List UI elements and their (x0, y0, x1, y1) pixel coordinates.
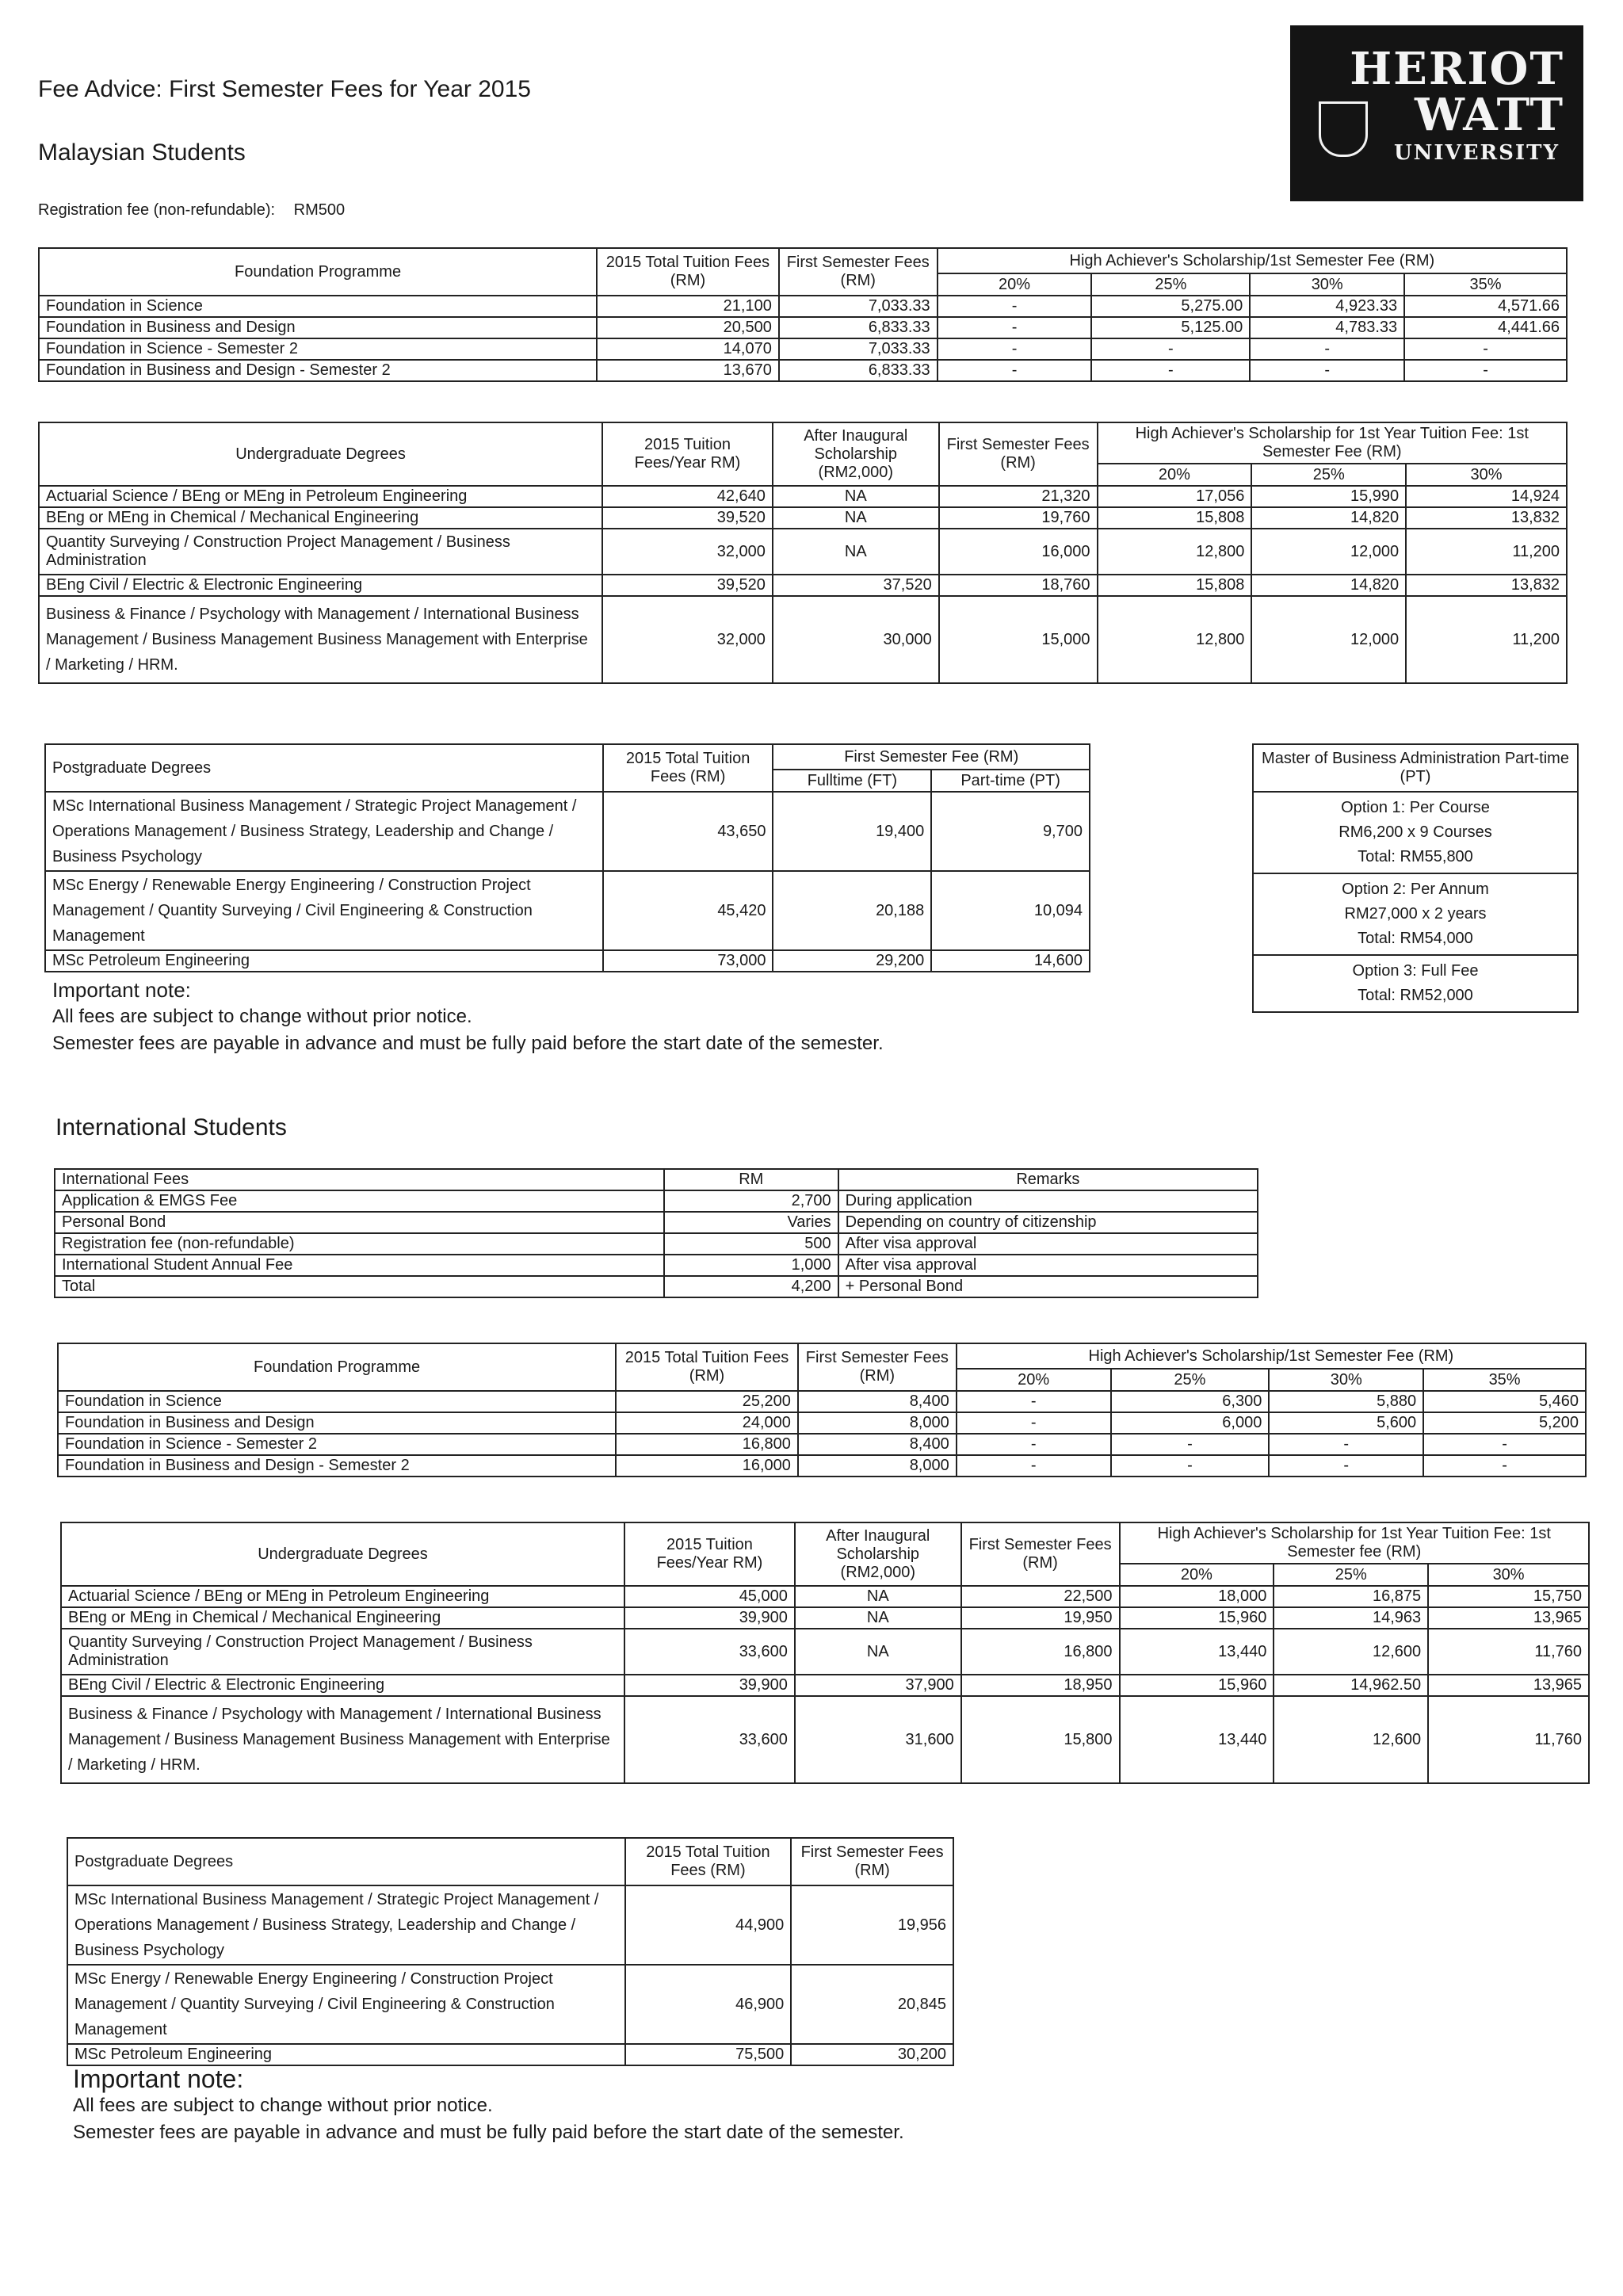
cell: - (1091, 360, 1250, 381)
mba-title: Master of Business Administration Part-time (PT) (1253, 744, 1578, 792)
cell: 42,640 (602, 486, 773, 507)
cell: NA (773, 529, 939, 575)
cell: 16,800 (961, 1629, 1120, 1675)
cell: Business & Finance / Psychology with Management / International Business Management / Business Management Business Management with Enterprise / Marketing / HRM. (61, 1696, 624, 1783)
table-row (61, 1629, 1589, 1675)
cell: 6,300 (1111, 1391, 1270, 1412)
cell: - (938, 317, 1092, 338)
cell: 44,900 (625, 1885, 792, 1965)
cell: + Personal Bond (838, 1276, 1258, 1297)
table-row (61, 1586, 1589, 1607)
cell: 6,000 (1111, 1412, 1270, 1434)
table-row (67, 1965, 953, 2044)
cell: 13,965 (1428, 1675, 1589, 1696)
cell: - (938, 338, 1092, 360)
cell: - (1423, 1455, 1586, 1477)
my-undergraduate-table (38, 422, 1568, 684)
table-row (45, 792, 1090, 871)
cell: 15,960 (1120, 1675, 1274, 1696)
cell: 75,500 (625, 2044, 792, 2065)
registration-fee-label: Registration fee (non-refundable): (38, 201, 276, 219)
pct-header: 20% (957, 1369, 1111, 1391)
cell: Actuarial Science / BEng or MEng in Petroleum Engineering (61, 1586, 624, 1607)
cell: MSc International Business Management / Strategic Project Management / Operations Management / Business Strategy, Leadership and Change / Business Psychology (67, 1885, 625, 1965)
crest-icon (1319, 101, 1368, 157)
cell: 19,400 (773, 792, 931, 871)
cell: 4,200 (664, 1276, 838, 1297)
col-header: High Achiever's Scholarship/1st Semester Fee (RM) (938, 248, 1567, 273)
registration-fee-value: RM500 (293, 201, 346, 219)
cell: 8,000 (798, 1455, 957, 1477)
cell: Foundation in Science - Semester 2 (39, 338, 597, 360)
cell: Varies (664, 1212, 838, 1233)
cell: 19,950 (961, 1607, 1120, 1629)
cell: 11,760 (1428, 1696, 1589, 1783)
cell: MSc Energy / Renewable Energy Engineering / Construction Project Management / Quantity Surveying / Civil Engineering & Construction Management (45, 871, 603, 950)
col-header: Part-time (PT) (931, 770, 1090, 792)
cell: 8,000 (798, 1412, 957, 1434)
cell: 12,800 (1098, 596, 1252, 683)
logo-line-2: WATT (1414, 89, 1564, 141)
cell: 12,800 (1098, 529, 1252, 575)
cell: 14,820 (1251, 575, 1406, 596)
cell: 15,808 (1098, 575, 1252, 596)
cell: 14,962.50 (1274, 1675, 1428, 1696)
option-title: Option 3: Full Fee (1352, 962, 1479, 980)
note-line: All fees are subject to change without prior notice. (73, 2095, 493, 2116)
table-row (61, 1696, 1589, 1783)
table-row (39, 296, 1567, 317)
col-header: High Achiever's Scholarship for 1st Year Tuition Fee: 1st Semester Fee (RM) (1098, 422, 1567, 464)
cell: 11,760 (1428, 1629, 1589, 1675)
cell: 19,760 (939, 507, 1098, 529)
table-row (58, 1391, 1586, 1412)
cell: - (1250, 360, 1404, 381)
cell: - (957, 1455, 1111, 1477)
cell: NA (795, 1586, 961, 1607)
cell: 21,320 (939, 486, 1098, 507)
international-heading: International Students (55, 1114, 287, 1140)
cell: 20,188 (773, 871, 931, 950)
cell: 37,900 (795, 1675, 961, 1696)
cell: Business & Finance / Psychology with Management / International Business Management / Business Management Business Management with Enterprise / Marketing / HRM. (39, 596, 602, 683)
table-row (39, 486, 1567, 507)
cell: 6,833.33 (779, 317, 938, 338)
table-row (55, 1190, 1258, 1212)
cell: 13,440 (1120, 1629, 1274, 1675)
cell: 32,000 (602, 596, 773, 683)
intl-foundation-table (57, 1343, 1587, 1477)
cell: 39,900 (624, 1675, 795, 1696)
pct-header: 20% (938, 273, 1092, 296)
pct-header: 25% (1251, 464, 1406, 486)
table-row (55, 1233, 1258, 1255)
cell: 18,760 (939, 575, 1098, 596)
cell: Foundation in Science (58, 1391, 616, 1412)
cell: - (1423, 1434, 1586, 1455)
cell: 13,832 (1406, 507, 1567, 529)
cell: 14,070 (597, 338, 779, 360)
pct-header: 20% (1098, 464, 1252, 486)
cell: NA (795, 1607, 961, 1629)
cell: - (938, 296, 1092, 317)
table-row (61, 1607, 1589, 1629)
cell: 15,960 (1120, 1607, 1274, 1629)
cell: 5,600 (1269, 1412, 1423, 1434)
cell: Quantity Surveying / Construction Project Management / Business Administration (61, 1629, 624, 1675)
cell: - (1404, 338, 1567, 360)
cell: International Student Annual Fee (55, 1255, 664, 1276)
cell: During application (838, 1190, 1258, 1212)
cell: 20,845 (791, 1965, 953, 2044)
pct-header: 30% (1406, 464, 1567, 486)
table-row (55, 1255, 1258, 1276)
cell: 7,033.33 (779, 338, 938, 360)
col-header: High Achiever's Scholarship/1st Semester Fee (RM) (957, 1343, 1586, 1369)
cell: 19,956 (791, 1885, 953, 1965)
cell: 7,033.33 (779, 296, 938, 317)
col-header: Undergraduate Degrees (39, 422, 602, 486)
cell: 46,900 (625, 1965, 792, 2044)
cell: Registration fee (non-refundable) (55, 1233, 664, 1255)
pct-header: 35% (1423, 1369, 1586, 1391)
col-header: Postgraduate Degrees (45, 744, 603, 792)
cell: 14,600 (931, 950, 1090, 972)
intl-postgraduate-table (67, 1837, 954, 2066)
col-header: Foundation Programme (39, 248, 597, 296)
cell: 5,200 (1423, 1412, 1586, 1434)
option-total: Total: RM55,800 (1358, 848, 1473, 865)
cell: Personal Bond (55, 1212, 664, 1233)
cell: 33,600 (624, 1696, 795, 1783)
logo-line-3: UNIVERSITY (1393, 141, 1560, 165)
table-row (58, 1455, 1586, 1477)
cell: - (1404, 360, 1567, 381)
cell: MSc Energy / Renewable Energy Engineering / Construction Project Management / Quantity Surveying / Civil Engineering & Construction Management (67, 1965, 625, 2044)
note-line: Semester fees are payable in advance and must be fully paid before the start date of the semester. (52, 1033, 884, 1054)
intl-undergraduate-table (60, 1522, 1590, 1784)
table-row (67, 1885, 953, 1965)
table-row (67, 2044, 953, 2065)
mba-box (1252, 743, 1579, 1013)
cell: 4,783.33 (1250, 317, 1404, 338)
cell: 18,950 (961, 1675, 1120, 1696)
col-header: Foundation Programme (58, 1343, 616, 1391)
cell: 22,500 (961, 1586, 1120, 1607)
note-line: All fees are subject to change without prior notice. (52, 1006, 472, 1027)
pct-header: 20% (1120, 1564, 1274, 1586)
cell: After visa approval (838, 1255, 1258, 1276)
cell: MSc Petroleum Engineering (45, 950, 603, 972)
cell: 12,000 (1251, 529, 1406, 575)
important-note-1 (52, 976, 884, 1057)
option-title: Option 2: Per Annum (1342, 881, 1489, 898)
col-header: First Semester Fees (RM) (798, 1343, 957, 1391)
cell: 39,520 (602, 575, 773, 596)
cell: 25,200 (616, 1391, 798, 1412)
table-row (45, 950, 1090, 972)
cell: 30,200 (791, 2044, 953, 2065)
cell: NA (795, 1629, 961, 1675)
cell: 4,571.66 (1404, 296, 1567, 317)
col-header: 2015 Tuition Fees/Year RM) (624, 1522, 795, 1586)
option-total: Total: RM52,000 (1358, 987, 1473, 1004)
cell: BEng or MEng in Chemical / Mechanical Engineering (61, 1607, 624, 1629)
col-header: High Achiever's Scholarship for 1st Year Tuition Fee: 1st Semester fee (RM) (1120, 1522, 1589, 1564)
logo-line-1: HERIOT (1350, 43, 1564, 95)
cell: 16,800 (616, 1434, 798, 1455)
col-header: After Inaugural Scholarship (RM2,000) (795, 1522, 961, 1586)
important-note-2 (73, 2065, 904, 2146)
cell: 13,965 (1428, 1607, 1589, 1629)
col-header: 2015 Total Tuition Fees (RM) (625, 1838, 792, 1885)
col-header: Remarks (838, 1169, 1258, 1190)
cell: 13,440 (1120, 1696, 1274, 1783)
cell: 16,000 (939, 529, 1098, 575)
cell: BEng or MEng in Chemical / Mechanical Engineering (39, 507, 602, 529)
cell: 11,200 (1406, 596, 1567, 683)
cell: Depending on country of citizenship (838, 1212, 1258, 1233)
cell: 4,923.33 (1250, 296, 1404, 317)
cell: Foundation in Business and Design - Semester 2 (39, 360, 597, 381)
cell: 11,200 (1406, 529, 1567, 575)
cell: - (1269, 1455, 1423, 1477)
cell: - (1269, 1434, 1423, 1455)
cell: 73,000 (603, 950, 773, 972)
cell: - (1111, 1455, 1270, 1477)
table-row (39, 529, 1567, 575)
cell: 13,670 (597, 360, 779, 381)
mba-option-2 (1253, 873, 1578, 955)
table-row (39, 360, 1567, 381)
pct-header: 30% (1250, 273, 1404, 296)
cell: BEng Civil / Electric & Electronic Engineering (39, 575, 602, 596)
col-header: First Semester Fees (RM) (791, 1838, 953, 1885)
table-row (58, 1434, 1586, 1455)
cell: 45,420 (603, 871, 773, 950)
cell: - (957, 1412, 1111, 1434)
cell: 16,875 (1274, 1586, 1428, 1607)
cell: MSc International Business Management / Strategic Project Management / Operations Management / Business Strategy, Leadership and Change / Business Psychology (45, 792, 603, 871)
cell: 8,400 (798, 1391, 957, 1412)
cell: 16,000 (616, 1455, 798, 1477)
cell: 43,650 (603, 792, 773, 871)
col-header: 2015 Total Tuition Fees (RM) (597, 248, 779, 296)
mba-option-3 (1253, 955, 1578, 1012)
col-header: After Inaugural Scholarship (RM2,000) (773, 422, 939, 486)
pct-header: 30% (1428, 1564, 1589, 1586)
cell: 5,275.00 (1091, 296, 1250, 317)
cell: 39,520 (602, 507, 773, 529)
cell: - (1250, 338, 1404, 360)
pct-header: 25% (1091, 273, 1250, 296)
cell: 1,000 (664, 1255, 838, 1276)
cell: Foundation in Business and Design - Semester 2 (58, 1455, 616, 1477)
col-header: First Semester Fees (RM) (961, 1522, 1120, 1586)
option-title: Option 1: Per Course (1341, 799, 1490, 816)
cell: 15,800 (961, 1696, 1120, 1783)
col-header: Undergraduate Degrees (61, 1522, 624, 1586)
note-line: Semester fees are payable in advance and must be fully paid before the start date of the semester. (73, 2122, 904, 2143)
cell: - (1111, 1434, 1270, 1455)
cell: 6,833.33 (779, 360, 938, 381)
cell: 10,094 (931, 871, 1090, 950)
cell: 45,000 (624, 1586, 795, 1607)
col-header: 2015 Tuition Fees/Year RM) (602, 422, 773, 486)
table-row (58, 1412, 1586, 1434)
cell: NA (773, 486, 939, 507)
malaysian-heading: Malaysian Students (38, 139, 246, 166)
table-row (61, 1675, 1589, 1696)
cell: 14,924 (1406, 486, 1567, 507)
cell: 2,700 (664, 1190, 838, 1212)
table-row (39, 575, 1567, 596)
cell: Total (55, 1276, 664, 1297)
col-header: 2015 Total Tuition Fees (RM) (616, 1343, 798, 1391)
option-detail: RM27,000 x 2 years (1344, 905, 1487, 923)
page-title: Fee Advice: First Semester Fees for Year 2015 (38, 76, 531, 102)
note-heading: Important note: (52, 978, 191, 1002)
cell: Quantity Surveying / Construction Project Management / Business Administration (39, 529, 602, 575)
cell: - (938, 360, 1092, 381)
col-header: RM (664, 1169, 838, 1190)
cell: 21,100 (597, 296, 779, 317)
my-foundation-table (38, 247, 1568, 382)
cell: - (1091, 338, 1250, 360)
cell: 5,460 (1423, 1391, 1586, 1412)
cell: 17,056 (1098, 486, 1252, 507)
cell: 8,400 (798, 1434, 957, 1455)
option-total: Total: RM54,000 (1358, 930, 1473, 947)
col-header: Fulltime (FT) (773, 770, 931, 792)
cell: 4,441.66 (1404, 317, 1567, 338)
pct-header: 25% (1274, 1564, 1428, 1586)
cell: 500 (664, 1233, 838, 1255)
my-postgraduate-table (44, 743, 1090, 972)
cell: NA (773, 507, 939, 529)
cell: - (957, 1391, 1111, 1412)
table-row (55, 1276, 1258, 1297)
cell: 9,700 (931, 792, 1090, 871)
mba-option-1 (1253, 792, 1578, 873)
cell: 31,600 (795, 1696, 961, 1783)
cell: 14,963 (1274, 1607, 1428, 1629)
table-row (45, 871, 1090, 950)
cell: MSc Petroleum Engineering (67, 2044, 625, 2065)
cell: 13,832 (1406, 575, 1567, 596)
cell: 15,990 (1251, 486, 1406, 507)
option-detail: RM6,200 x 9 Courses (1338, 823, 1492, 841)
registration-fee-line (38, 201, 345, 220)
cell: Foundation in Science (39, 296, 597, 317)
col-header: First Semester Fees (RM) (779, 248, 938, 296)
cell: 24,000 (616, 1412, 798, 1434)
cell: Application & EMGS Fee (55, 1190, 664, 1212)
col-header: First Semester Fees (RM) (939, 422, 1098, 486)
cell: Foundation in Business and Design (58, 1412, 616, 1434)
cell: 12,600 (1274, 1629, 1428, 1675)
cell: Actuarial Science / BEng or MEng in Petroleum Engineering (39, 486, 602, 507)
cell: Foundation in Science - Semester 2 (58, 1434, 616, 1455)
cell: BEng Civil / Electric & Electronic Engineering (61, 1675, 624, 1696)
cell: 37,520 (773, 575, 939, 596)
pct-header: 30% (1269, 1369, 1423, 1391)
cell: Foundation in Business and Design (39, 317, 597, 338)
cell: 20,500 (597, 317, 779, 338)
pct-header: 25% (1111, 1369, 1270, 1391)
cell: 33,600 (624, 1629, 795, 1675)
note-heading: Important note: (73, 2065, 244, 2093)
cell: - (957, 1434, 1111, 1455)
international-fees-table (54, 1168, 1258, 1298)
col-header: First Semester Fee (RM) (773, 744, 1090, 770)
cell: 30,000 (773, 596, 939, 683)
table-row (39, 596, 1567, 683)
cell: 15,750 (1428, 1586, 1589, 1607)
cell: After visa approval (838, 1233, 1258, 1255)
cell: 32,000 (602, 529, 773, 575)
table-row (39, 507, 1567, 529)
table-row (39, 338, 1567, 360)
cell: 15,000 (939, 596, 1098, 683)
col-header: International Fees (55, 1169, 664, 1190)
cell: 39,900 (624, 1607, 795, 1629)
cell: 12,600 (1274, 1696, 1428, 1783)
heriot-watt-logo (1290, 25, 1583, 201)
pct-header: 35% (1404, 273, 1567, 296)
cell: 12,000 (1251, 596, 1406, 683)
table-row (39, 317, 1567, 338)
col-header: 2015 Total Tuition Fees (RM) (603, 744, 773, 792)
cell: 5,880 (1269, 1391, 1423, 1412)
col-header: Postgraduate Degrees (67, 1838, 625, 1885)
cell: 14,820 (1251, 507, 1406, 529)
cell: 15,808 (1098, 507, 1252, 529)
cell: 29,200 (773, 950, 931, 972)
cell: 5,125.00 (1091, 317, 1250, 338)
table-row (55, 1212, 1258, 1233)
cell: 18,000 (1120, 1586, 1274, 1607)
